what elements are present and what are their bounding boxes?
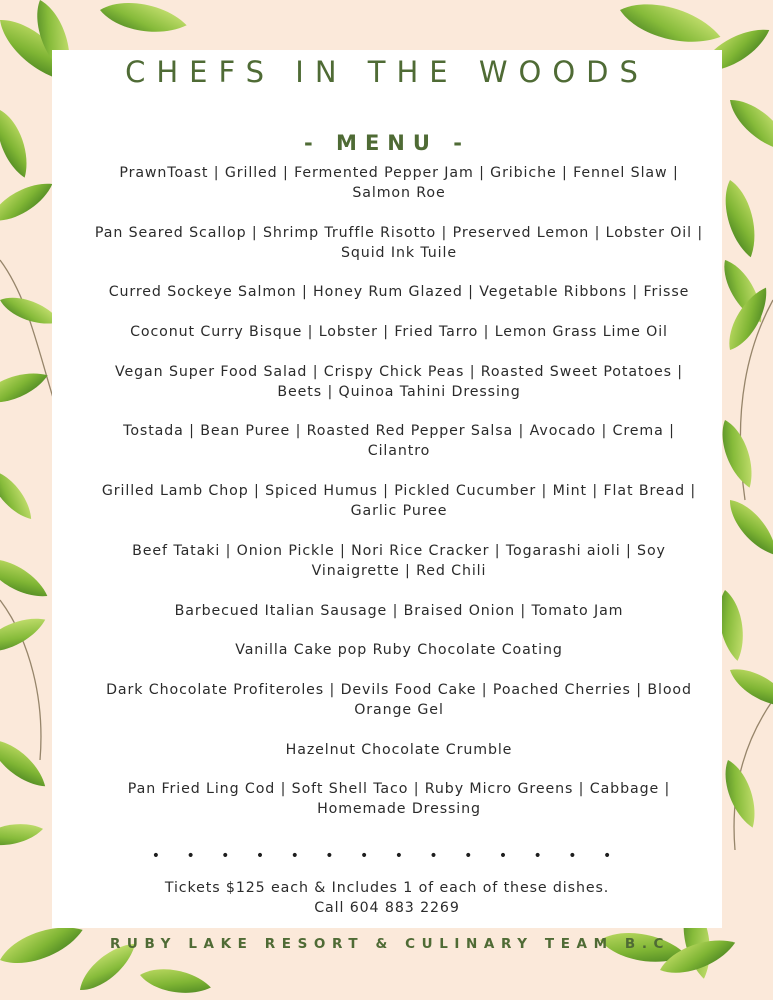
menu-item: Vanilla Cake pop Ruby Chocolate Coating bbox=[235, 642, 563, 659]
menu-title: CHEFS IN THE WOODS bbox=[125, 55, 649, 89]
leaf-cluster-right bbox=[714, 177, 773, 831]
menu-item: Coconut Curry Bisque | Lobster | Fried Tarro | Lemon Grass Lime Oil bbox=[130, 324, 668, 341]
menu-item: Tostada | Bean Puree | Roasted Red Pepper Salsa | Avocado | Crema | Cilantro bbox=[123, 423, 675, 460]
menu-item: Dark Chocolate Profiteroles | Devils Food Cake | Poached Cherries | Blood Orange Gel bbox=[106, 681, 692, 718]
leaf-cluster-bottom-left bbox=[0, 917, 213, 998]
menu-item: PrawnToast | Grilled | Fermented Pepper Jam | Gribiche | Fennel Slaw | Salmon Roe bbox=[119, 165, 679, 201]
menu-item: Vegan Super Food Salad | Crispy Chick Peas | Roasted Sweet Potatoes | Beets | Quinoa Tahini Dressing bbox=[115, 363, 683, 400]
call-line: Call 604 883 2269 bbox=[314, 900, 460, 916]
menu-subtitle: - MENU - bbox=[304, 131, 470, 155]
menu-item: Grilled Lamb Chop | Spiced Humus | Pickled Cucumber | Mint | Flat Bread | Garlic Puree bbox=[101, 483, 697, 520]
dot-separator: • • • • • • • • • • • • • • bbox=[151, 848, 623, 864]
menu-items-list bbox=[92, 163, 706, 839]
menu-item: Beef Tataki | Onion Pickle | Nori Rice Cracker | Togarashi aioli | Soy Vinaigrette | Red Chili bbox=[132, 542, 666, 579]
menu-item: Hazelnut Chocolate Crumble bbox=[285, 741, 513, 758]
menu-item: Curred Sockeye Salmon | Honey Rum Glazed | Vegetable Ribbons | Frisse bbox=[108, 284, 690, 301]
watermark: menupix bbox=[540, 902, 635, 926]
menu-item: Pan Seared Scallop | Shrimp Truffle Risotto | Preserved Lemon | Lobster Oil | Squid Ink Tuile bbox=[94, 224, 704, 261]
menu-item: Barbecued Italian Sausage | Braised Onion | Tomato Jam bbox=[174, 602, 624, 619]
tickets-line: Tickets $125 each & Includes 1 of each of these dishes. bbox=[164, 880, 610, 896]
footer-text: RUBY LAKE RESORT & CULINARY TEAM B.C bbox=[109, 936, 671, 952]
menu-item: Pan Fried Ling Cod | Soft Shell Taco | Ruby Micro Greens | Cabbage | Homemade Dressing bbox=[127, 781, 671, 818]
